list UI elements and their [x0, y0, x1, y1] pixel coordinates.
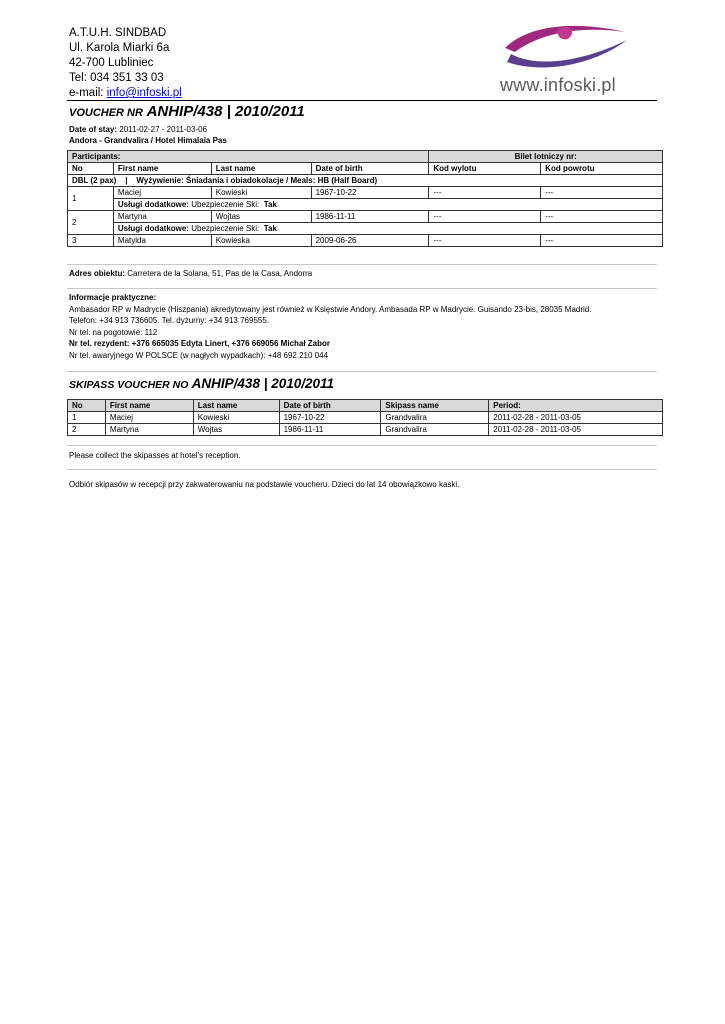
- ticket-label: Bilet lotniczy nr:: [429, 151, 663, 163]
- row-dob: 1986-11-11: [279, 424, 381, 436]
- row-no: 3: [68, 235, 114, 247]
- col-no: No: [68, 163, 114, 175]
- row-kod-powrotu: ---: [541, 235, 663, 247]
- row-first-name: Martyna: [113, 211, 211, 223]
- info-emergency: Nr tel. na pogotowie: 112: [69, 327, 158, 337]
- extras-flag: Tak: [263, 224, 277, 233]
- stay-label: Date of stay:: [69, 125, 118, 134]
- extras-cell: [113, 223, 662, 235]
- row-last-name: Kowieski: [211, 187, 311, 199]
- stay-value: 2011-02-27 - 2011-03-06: [117, 125, 208, 134]
- info-resident: Nr tel. rezydent: +376 665035 Edyta Linert, +376 669056 Michał Zabor: [69, 339, 331, 349]
- info-poland-emergency: Nr tel. awaryjnego W POLSCE (w nagłych wypadkach): +48 692 210 044: [69, 350, 329, 360]
- row-first-name: Martyna: [105, 424, 193, 436]
- extras-value: Ubezpieczenie Ski:: [189, 200, 260, 209]
- row-kod-powrotu: ---: [541, 211, 663, 223]
- row-no: 1: [68, 187, 114, 211]
- stay-dates: [69, 124, 227, 135]
- email-label: e-mail:: [69, 87, 107, 99]
- participants-label: Participants:: [68, 151, 429, 163]
- skipass-table: [67, 399, 663, 436]
- company-city: 42-700 Lubliniec: [69, 57, 154, 69]
- table-row: [68, 187, 663, 199]
- skipass-note-pl: Odbiór skipasów w recepcji przy zakwaterowaniu na podstawie voucheru. Dzieci do lat 14 obowiązkowo kaski.: [69, 480, 460, 489]
- participants-header-row: [68, 151, 663, 163]
- row-dob: 1967-10-22: [279, 412, 381, 424]
- participants-table: [67, 150, 663, 247]
- info-heading: [69, 292, 659, 304]
- row-last-name: Kowieska: [211, 235, 311, 247]
- row-kod-wylotu: ---: [429, 235, 541, 247]
- row-kod-powrotu: ---: [541, 187, 663, 199]
- address-block: [69, 268, 659, 280]
- board-info: Wyżywienie: Śniadania i obiadokolacje / Meals: HB (Half Board): [136, 176, 378, 185]
- divider: [67, 264, 657, 265]
- info-phone: Telefon: +34 913 736605. Tel. dyżurny: +34 913 769555.: [69, 316, 270, 326]
- participants-column-headers: [68, 163, 663, 175]
- destination: [69, 135, 227, 146]
- extras-row: [68, 223, 663, 235]
- room-separator: |: [125, 176, 128, 185]
- extras-flag: Tak: [263, 200, 277, 209]
- divider: [67, 469, 657, 470]
- divider: [67, 371, 657, 372]
- table-row: [68, 211, 663, 223]
- row-first-name: Matylda: [113, 235, 211, 247]
- row-no: 2: [68, 424, 106, 436]
- skipass-title-prefix: SKIPASS VOUCHER NO: [69, 379, 189, 391]
- row-period: 2011-02-28 - 2011-03-05: [489, 424, 663, 436]
- extras-label: Usługi dodatkowe:: [117, 200, 190, 209]
- room-cell: [68, 175, 663, 187]
- col-first-name: First name: [105, 400, 193, 412]
- info-resident-line: [69, 338, 659, 350]
- room-row: [68, 175, 663, 187]
- destination-text: Andora - Grandvalira / Hotel Himalaia Pas: [69, 136, 227, 145]
- row-kod-wylotu: ---: [429, 187, 541, 199]
- company-phone: Tel: 034 351 33 03: [69, 72, 164, 84]
- row-dob: 2009-06-26: [311, 235, 429, 247]
- row-period: 2011-02-28 - 2011-03-05: [489, 412, 663, 424]
- voucher-title: [69, 103, 305, 120]
- row-first-name: Maciej: [113, 187, 211, 199]
- room-type: DBL (2 pax): [72, 176, 117, 185]
- row-no: 2: [68, 211, 114, 235]
- col-first-name: First name: [113, 163, 211, 175]
- skipass-title-number: ANHIP/438 | 2010/2011: [188, 376, 335, 391]
- info-label: Informacje praktyczne:: [69, 293, 157, 302]
- extras-value: Ubezpieczenie Ski:: [189, 224, 260, 233]
- row-last-name: Kowieski: [193, 412, 279, 424]
- stay-info: [69, 124, 227, 146]
- col-last-name: Last name: [211, 163, 311, 175]
- company-street: Ul. Karola Miarki 6a: [69, 42, 170, 54]
- row-dob: 1967-10-22: [311, 187, 429, 199]
- row-skipass-name: Grandvalira: [381, 424, 489, 436]
- col-last-name: Last name: [193, 400, 279, 412]
- col-kod-wylotu: Kod wylotu: [429, 163, 541, 175]
- divider: [67, 445, 657, 446]
- col-dob: Date of birth: [311, 163, 429, 175]
- col-dob: Date of birth: [279, 400, 381, 412]
- address-label: Adres obiektu:: [69, 269, 126, 278]
- extras-cell: [113, 199, 662, 211]
- header-divider: [67, 100, 657, 101]
- table-row: [68, 424, 663, 436]
- table-row: [68, 235, 663, 247]
- row-last-name: Wojtas: [193, 424, 279, 436]
- table-row: [68, 412, 663, 424]
- logo-text: www.infoski.pl: [500, 75, 616, 95]
- extras-row: [68, 199, 663, 211]
- practical-info: [69, 292, 659, 362]
- info-embassy: Ambasador RP w Madrycie (Hiszpania) akredytowany jest również w Księstwie Andory. Ambasada RP w Madrycie. Guisando 23-bis, 28035 Madrid.: [69, 304, 592, 314]
- company-address: [69, 26, 182, 101]
- row-dob: 1986-11-11: [311, 211, 429, 223]
- divider: [67, 288, 657, 289]
- col-kod-powrotu: Kod powrotu: [541, 163, 663, 175]
- row-first-name: Maciej: [105, 412, 193, 424]
- row-skipass-name: Grandvalira: [381, 412, 489, 424]
- address-value: Carretera de la Solana, 51, Pas de la Casa, Andorra: [125, 269, 313, 278]
- skipass-title: [69, 376, 334, 391]
- extras-label: Usługi dodatkowe:: [117, 224, 190, 233]
- col-no: No: [68, 400, 106, 412]
- row-no: 1: [68, 412, 106, 424]
- col-skipass-name: Skipass name: [381, 400, 489, 412]
- company-name: A.T.U.H. SINDBAD: [69, 27, 167, 39]
- voucher-title-number: ANHIP/438 | 2010/2011: [142, 103, 305, 120]
- company-email-line: [69, 86, 182, 101]
- row-last-name: Wojtas: [211, 211, 311, 223]
- row-kod-wylotu: ---: [429, 211, 541, 223]
- email-link[interactable]: info@infoski.pl: [106, 87, 182, 99]
- col-period: Period:: [489, 400, 663, 412]
- skipass-note-en: Please collect the skipasses at hotel’s reception.: [69, 451, 241, 460]
- voucher-title-prefix: VOUCHER NR: [69, 107, 143, 119]
- skipass-header-row: [68, 400, 663, 412]
